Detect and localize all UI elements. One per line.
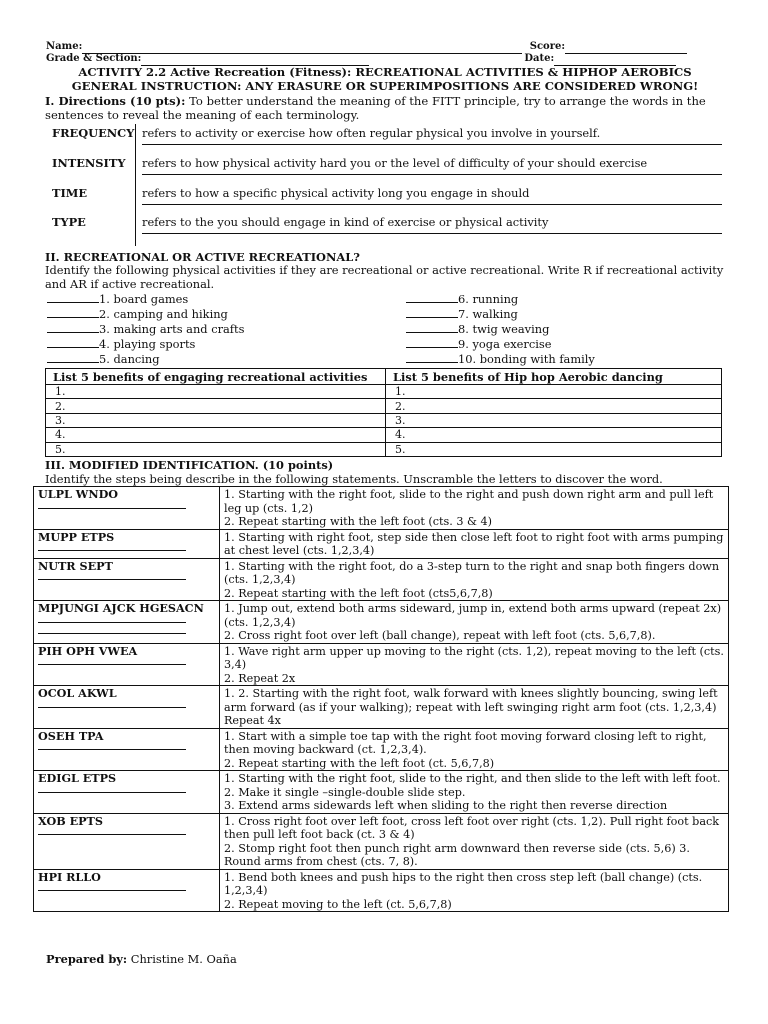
step-term-cell [34,601,220,644]
fitt-term-frequency: FREQUENCY [52,126,135,140]
answer-line[interactable] [38,550,186,551]
answer-blank[interactable] [406,307,458,318]
list-item-text: 8. twig weaving [458,322,550,336]
list-item [47,322,244,337]
activity-list-right [406,292,595,367]
list-item [406,292,595,307]
table-row [34,813,729,869]
scrambled-word: ULPL WNDO [38,487,119,501]
answer-line[interactable] [38,834,186,835]
fitt-definition-text: refers to activity or exercise how often regular physical you involve in yourself. [142,126,601,140]
list-item-text: 4. playing sports [99,337,196,351]
steps-table [33,486,729,912]
benefits-table [45,368,722,457]
list-item-text: 1. board games [99,292,189,306]
step-description-cell [220,813,729,869]
benefit-cell[interactable]: 2. [46,399,386,413]
prepared-by [46,952,237,966]
step-term-cell [34,869,220,912]
answer-line[interactable] [142,233,722,234]
step-term-cell [34,529,220,558]
list-item [47,307,244,322]
benefit-cell[interactable]: 5. [46,442,386,456]
list-item-text: 7. walking [458,307,518,321]
answer-blank[interactable] [406,337,458,348]
step-term-cell [34,643,220,686]
activity-list-left [47,292,244,367]
answer-blank[interactable] [47,307,99,318]
step-description-line: 1. Jump out, extend both arms sideward, jump in, extend both arms upward (repeat 2x) (cts. 1,2,3,4) [224,602,722,629]
benefit-cell[interactable]: 1. [46,385,386,399]
list-item [406,307,595,322]
step-description-line: 1. Starting with right foot, step side then close left foot to right foot with arms pumping at chest level (cts. 1,2,3,4) [224,530,724,557]
step-term-cell [34,487,220,530]
fitt-table [45,124,725,246]
fitt-divider [135,124,136,246]
scrambled-word: OSEH TPA [38,728,104,743]
benefit-cell[interactable]: 3. [46,413,386,427]
fitt-definition-time [142,186,722,205]
answer-blank[interactable] [406,352,458,363]
answer-line[interactable] [142,204,722,205]
step-term-cell [34,686,220,729]
step-description-line: 2. Repeat starting with the left foot (cts. 3 & 4) [224,515,493,528]
answer-blank[interactable] [406,322,458,333]
step-description-line: 1. Start with a simple toe tap with the right foot moving forward closing left to right, then moving backward (ct. 1,2,3,4). [224,729,707,756]
step-description-cell [220,558,729,601]
scrambled-word: XOB EPTS [38,813,103,828]
fitt-definition-type [142,215,722,234]
section1-directions [45,94,725,122]
step-description-line: 2. Repeat starting with the left foot (ct. 5,6,7,8) [224,756,495,770]
prepared-name: Christine M. Oaña [127,952,237,966]
section2-heading: II. RECREATIONAL OR ACTIVE RECREATIONAL? [45,250,360,264]
scrambled-word: MPJUNGI AJCK HGESACN [38,601,204,615]
fitt-term-intensity: INTENSITY [52,156,126,170]
list-item [406,337,595,352]
answer-blank[interactable] [406,292,458,303]
step-description-cell [220,529,729,558]
fitt-definition-text: refers to how physical activity hard you or the level of difficulty of your should exercise [142,156,648,170]
answer-line[interactable] [142,174,722,175]
table-header-row [46,369,722,385]
answer-line[interactable] [38,664,186,665]
answer-line[interactable] [38,633,186,634]
step-description-cell [220,686,729,729]
benefit-cell[interactable]: 2. [386,399,722,413]
table-row [46,442,722,456]
step-description-line: 2. Stomp right foot then punch right arm downward then reverse side (cts. 5,6) 3. Round arms from chest (cts. 7, 8). [224,841,690,868]
table-row [46,399,722,413]
step-description-line: 3. Extend arms sidewards left when sliding to the right then reverse direction [224,799,668,812]
benefits-header-hiphop: List 5 benefits of Hip hop Aerobic dancing [386,369,722,385]
list-item-text: 2. camping and hiking [99,307,228,321]
step-description-cell [220,487,729,530]
table-row [34,686,729,729]
scrambled-word: NUTR SEPT [38,558,113,573]
step-term-cell [34,813,220,869]
scrambled-word: MUPP ETPS [38,529,115,544]
step-term-cell [34,558,220,601]
benefit-cell[interactable]: 4. [46,428,386,442]
list-item-text: 6. running [458,292,519,306]
table-row [46,428,722,442]
table-row [34,869,729,912]
header-grade-date-row [46,52,726,66]
fitt-term-type: TYPE [52,215,86,229]
step-description-line: 1. Starting with the right foot, slide to the right and push down right arm and pull left leg up (cts. 1,2) [224,488,714,515]
answer-line[interactable] [38,579,186,580]
scrambled-word: OCOL AKWL [38,686,117,700]
list-item-text: 9. yoga exercise [458,337,552,351]
step-description-line: 1. Cross right foot over left foot, cross left foot over right (cts. 1,2). Pull right foot back then pull left foot back (ct. 3 & 4) [224,814,720,841]
list-item-text: 5. dancing [99,352,160,366]
score-label: Score: [529,41,566,52]
table-row [46,413,722,427]
table-row [46,385,722,399]
list-item [47,292,244,307]
fitt-definition-intensity [142,156,722,175]
step-description-line: 1. 2. Starting with the right foot, walk forward with knees slightly bouncing, swing left arm forward (as if your walking); repeat with left swinging right arm foot (cts. 1,2,3,4) Repeat 4x [224,687,718,727]
prepared-label: Prepared by: [46,952,128,966]
step-description-line: 2. Make it single –single-double slide step. [224,785,466,799]
answer-blank[interactable] [47,352,99,363]
answer-line[interactable] [38,707,186,708]
answer-line[interactable] [38,508,186,509]
section1-heading: I. Directions (10 pts): [45,94,186,108]
name-label: Name: [46,41,83,52]
list-item-text: 10. bonding with family [458,352,595,366]
list-item [406,322,595,337]
answer-line[interactable] [38,890,186,891]
answer-line[interactable] [142,144,722,145]
list-item-text: 3. making arts and crafts [99,322,245,336]
table-row [34,529,729,558]
activity-title: ACTIVITY 2.2 Active Recreation (Fitness): RECREATIONAL ACTIVITIES & HIPHOP AEROBICS [78,65,692,79]
table-row [34,558,729,601]
step-description-line: 1. Starting with the right foot, slide to the right, and then slide to the left with left foot. [224,772,721,785]
step-description-cell [220,728,729,771]
benefits-header-recreational: List 5 benefits of engaging recreational activities [46,369,386,385]
table-row [34,487,729,530]
step-description-line: 1. Bend both knees and push hips to the right then cross step left (ball change) (cts. 1,2,3,4) [224,870,703,897]
table-row [34,643,729,686]
scrambled-word: EDIGL ETPS [38,771,117,785]
list-item [47,337,244,352]
table-row [34,601,729,644]
step-description-line: 2. Repeat 2x [224,671,296,685]
section2-text: Identify the following physical activities if they are recreational or active recreational. Write R if recreational activity and AR if active recreational. [45,263,724,291]
table-row [34,771,729,814]
answer-blank[interactable] [47,322,99,333]
fitt-definition-text: refers to the you should engage in kind of exercise or physical activity [142,215,549,229]
step-term-cell [34,771,220,814]
answer-line[interactable] [38,622,186,623]
benefit-cell[interactable]: 1. [386,385,722,399]
steps-table-body [34,487,729,912]
answer-blank[interactable] [47,337,99,348]
step-description-cell [220,771,729,814]
benefit-cell[interactable]: 5. [386,442,722,456]
section1-text: To better understand the meaning of the FITT principle, try to arrange the words in the sentences to reveal the meaning of each terminology. [45,94,706,122]
step-description-line: 2. Cross right foot over left (ball change), repeat with left foot (cts. 5,6,7,8). [224,629,656,642]
step-description-line: 1. Starting with the right foot, do a 3-step turn to the right and snap both fingers down (cts. 1,2,3,4) [224,559,720,586]
benefit-cell[interactable]: 3. [386,413,722,427]
fitt-term-time: TIME [52,186,88,200]
section3-heading: III. MODIFIED IDENTIFICATION. (10 points) [45,458,334,472]
answer-line[interactable] [38,749,186,750]
general-instruction: GENERAL INSTRUCTION: ANY ERASURE OR SUPERIMPOSITIONS ARE CONSIDERED WRONG! [71,79,699,93]
step-description-cell [220,643,729,686]
section3-text: Identify the steps being describe in the following statements. Unscramble the letters to discover the word. [45,472,663,486]
step-description-line: 2. Repeat starting with the left foot (cts5,6,7,8) [224,586,493,600]
benefit-cell[interactable]: 4. [386,428,722,442]
answer-line[interactable] [38,792,186,793]
fitt-definition-frequency [142,126,722,145]
scrambled-word: HPI RLLO [38,869,101,884]
list-item [47,352,244,367]
fitt-definition-text: refers to how a specific physical activity long you engage in should [142,186,530,200]
step-description-line: 2. Repeat moving to the left (ct. 5,6,7,8) [224,897,452,911]
date-label: Date: [524,53,555,64]
table-row [34,728,729,771]
answer-blank[interactable] [47,292,99,303]
step-term-cell [34,728,220,771]
grade-label: Grade & Section: [46,53,142,64]
list-item [406,352,595,367]
scrambled-word: PIH OPH VWEA [38,643,138,658]
step-description-line: 1. Wave right arm upper up moving to the right (cts. 1,2), repeat moving to the left (cts. 3,4) [224,644,724,671]
step-description-cell [220,869,729,912]
step-description-cell [220,601,729,644]
